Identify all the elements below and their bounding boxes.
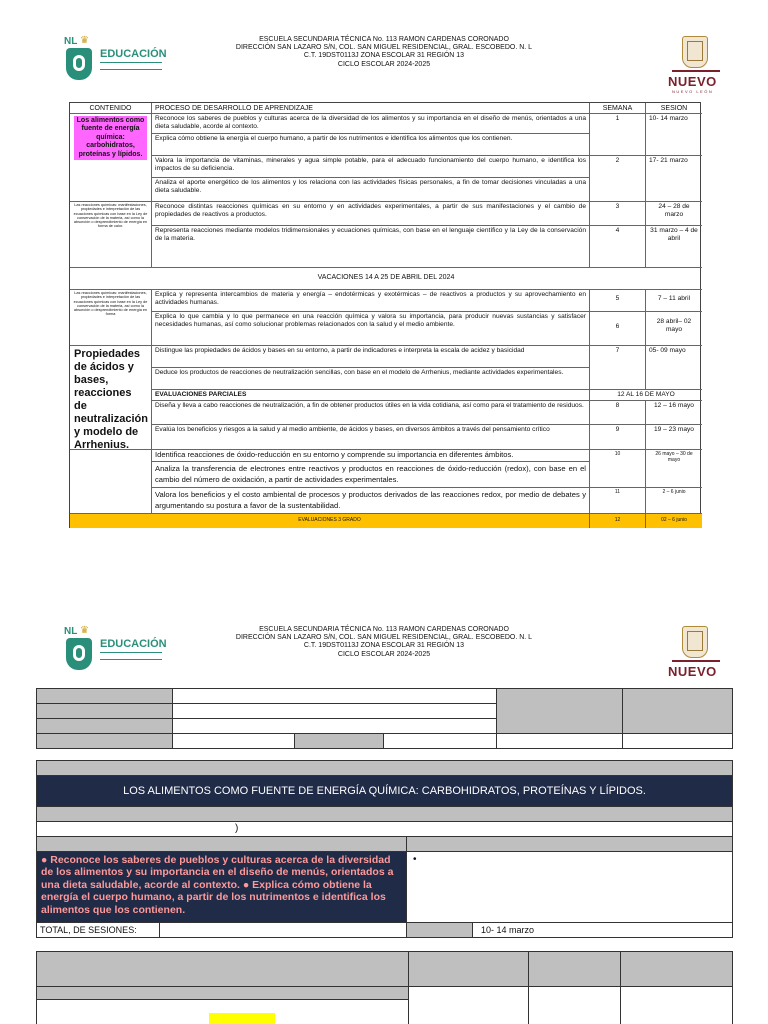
session-dates: 17- 21 marzo: [646, 156, 702, 202]
form-field[interactable]: [496, 733, 623, 749]
school-address: DIRECCIÓN SAN LAZARO S/N, COL. SAN MIGUEL RESIDENCIAL, GRAL. ESCOBEDO. N. L: [235, 44, 533, 52]
content-cell: Las reacciones químicas: manifestaciones, propiedades e interpretación de las ecuaciones químicas con base en la Ley de conservación de la materia, así como la absorción o desprendimiento de energía en forma: [70, 290, 152, 346]
logo-nl-text: NL: [64, 36, 78, 47]
session-dates: 28 abril– 02 mayo: [646, 312, 702, 346]
form-label-cell: [36, 733, 173, 749]
form-label-cell: [622, 688, 733, 734]
logo-nl-text: NL: [64, 626, 78, 637]
nuevo-word: NUEVO: [668, 664, 717, 679]
pda-item: Distingue las propiedades de ácidos y bases en su entorno, a partir de indicadores e interpreta la escala de acidez y basicidad: [152, 346, 590, 368]
content-cell: Propiedades de ácidos y bases, reacciones de neutralización y modelo de Arrhenius.: [70, 346, 152, 450]
section-header: [528, 951, 621, 987]
form-field[interactable]: [383, 733, 497, 749]
week-number: 12: [590, 514, 646, 528]
form-label-cell: [294, 733, 384, 749]
pda-item: Diseña y lleva a cabo reacciones de neutralización, a fin de obtener productos útiles en la vida cotidiana, así como para el tratamiento de residuos.: [152, 401, 590, 425]
col-header-sesion: SESION: [646, 103, 702, 114]
seal-icon: [682, 36, 708, 68]
session-dates: 10- 14 marzo: [646, 114, 702, 156]
session-dates: 7 – 11 abril: [646, 290, 702, 312]
session-dates: 2 – 6 junio: [646, 488, 702, 514]
divider: [672, 70, 720, 72]
pda-item: Deduce los productos de reacciones de neutralización sencillas, con base en el modelo de Arrhenius, mediante actividades experimentales.: [152, 368, 590, 390]
section-header: [36, 951, 409, 987]
school-cycle: CICLO ESCOLAR 2024-2025: [337, 650, 431, 658]
week-number: 1: [590, 114, 646, 156]
session-dates: 19 – 23 mayo: [646, 425, 702, 450]
week-number: 10: [590, 450, 646, 488]
nuevo-word: NUEVO: [668, 74, 717, 89]
bullet: •: [413, 854, 417, 865]
eval-grado-row: EVALUACIONES 3 GRADO: [70, 514, 590, 528]
form-field[interactable]: [36, 999, 409, 1024]
col-header-contenido: CONTENIDO: [70, 103, 152, 114]
form-label-cell: [406, 922, 473, 938]
pda-item: Explica lo que cambia y lo que permanece en una reacción química y valora su importancia, para producir nuevas sustancias y satisfacer necesidades humanas, así como solucionar problemas relacionados con la salud y el medio ambiente.: [152, 312, 590, 346]
logo-title: EDUCACIÓN: [100, 48, 167, 60]
pda-item: Identifica reacciones de óxido-reducción en su entorno y comprende su importancia en diferentes ámbitos.: [152, 450, 590, 462]
week-number: 7: [590, 346, 646, 390]
logo-subtitle-lines: [100, 62, 162, 70]
highlight-marker: [209, 1013, 275, 1024]
form-field[interactable]: [172, 703, 497, 719]
section-header: [36, 760, 733, 776]
section-header: [36, 806, 733, 822]
col-header-semana: SEMANA: [590, 103, 646, 114]
week-number: 6: [590, 312, 646, 346]
shield-icon: [66, 638, 92, 670]
logo-title: EDUCACIÓN: [100, 638, 167, 650]
paren-text: ): [235, 823, 239, 834]
educacion-logo: [64, 35, 167, 86]
form-field[interactable]: [528, 986, 621, 1024]
week-number: 11: [590, 488, 646, 514]
week-number: 8: [590, 401, 646, 425]
total-sessions-label: TOTAL, DE SESIONES:: [36, 922, 160, 938]
col-header-proceso: PROCESO DE DESARROLLO DE APRENDIZAJE: [152, 103, 590, 114]
session-dates: 26 mayo – 30 de mayo: [646, 450, 702, 488]
form-field[interactable]: [172, 733, 295, 749]
form-field[interactable]: [408, 986, 529, 1024]
school-address: DIRECCIÓN SAN LAZARO S/N, COL. SAN MIGUEL RESIDENCIAL, GRAL. ESCOBEDO. N. L: [235, 634, 533, 642]
pda-item: Analiza la transferencia de electrones entre reactivos y productos en reacciones de óxido-reducción (redox), con base en el cambio del número de oxidación, a partir de actividades experimentales.: [152, 462, 590, 488]
logo-subtitle-lines: [100, 652, 162, 660]
pda-item: Explica y representa intercambios de materia y energía – endotérmicas y exotérmicas – de reactivos a productos y su aprovechamiento en actividades humanas.: [152, 290, 590, 312]
week-number: 9: [590, 425, 646, 450]
nuevo-leon-logo: [668, 36, 724, 98]
vacation-row: VACACIONES 14 A 25 DE ABRIL DEL 2024: [70, 268, 702, 290]
seal-icon: [682, 626, 708, 658]
school-ct: C.T. 19DST0113J ZONA ESCOLAR 31 REGIÓN 13: [303, 642, 465, 650]
form-field[interactable]: [620, 986, 733, 1024]
school-name: ESCUELA SECUNDARIA TÉCNICA No. 113 RAMON CARDENAS CORONADO: [259, 36, 509, 43]
pda-item: Evalúa los beneficios y riesgos a la salud y al medio ambiente, de ácidos y bases, en diversos ámbitos a través del pensamiento crítico: [152, 425, 590, 450]
school-info: [200, 36, 568, 69]
total-sessions-field[interactable]: [159, 922, 407, 938]
section-header: [406, 836, 733, 852]
pda-item: Explica cómo obtiene la energía el cuerpo humano, a partir de los nutrimentos e identifica los alimentos que los contienen.: [152, 134, 590, 156]
crown-icon: ♛: [80, 35, 89, 46]
content-cell: [70, 114, 152, 202]
session-dates: 24 – 28 de marzo: [646, 202, 702, 226]
nuevo-sub: NUEVO LEÓN: [672, 89, 714, 94]
planning-table: [69, 102, 701, 528]
form-field[interactable]: [406, 851, 733, 923]
form-label-cell: [36, 688, 173, 704]
nuevo-leon-logo: [668, 626, 724, 688]
school-cycle: CICLO ESCOLAR 2024-2025: [337, 60, 431, 68]
section-header: [36, 836, 407, 852]
form-label-cell: [496, 688, 623, 734]
form-field[interactable]: [172, 718, 497, 734]
week-number: 5: [590, 290, 646, 312]
pda-item: Analiza el aporte energético de los alimentos y los relaciona con las actividades físicas personales, a fin de tomar decisiones vinculadas a una dieta saludable.: [152, 178, 590, 202]
shield-icon: [66, 48, 92, 80]
section-header: [620, 951, 733, 987]
form-label-cell: [36, 703, 173, 719]
eval-parciales-label: EVALUACIONES PARCIALES: [152, 390, 590, 401]
pda-item: Reconoce distintas reacciones químicas en su entorno y en actividades experimentales, a partir de sus manifestaciones y el cambio de propiedades de reactivos a productos.: [152, 202, 590, 226]
topic-banner: [36, 775, 733, 807]
content-label: Los alimentos como fuente de energía química: carbohidratos, proteínas y lípidos.: [74, 116, 147, 160]
form-field[interactable]: [622, 733, 733, 749]
pda-item: Reconoce los saberes de pueblos y culturas acerca de la diversidad de los alimentos y su importancia en el diseño de menús, orientados a una dieta saludable, acorde al contexto.: [152, 114, 590, 134]
eval-parciales-date: 12 AL 16 DE MAYO: [590, 390, 702, 401]
pda-summary: ● Reconoce los saberes de pueblos y culturas acerca de la diversidad de los alimentos y su importancia en el diseño de menús, orientados a una dieta saludable, acorde al contexto. ● Explica cómo obtiene la energía el cuerpo humano, a partir de los nutrimentos e identifica los alimentos que los contienen.: [36, 851, 407, 923]
pda-item: Valora los beneficios y el costo ambiental de procesos y productos derivados de las reacciones redox, por medio de debates y argumentando su postura a favor de la sustentabilidad.: [152, 488, 590, 514]
form-label-cell: [36, 718, 173, 734]
content-cell: Las reacciones químicas: manifestaciones, propiedades e interpretación de las ecuaciones químicas con base en la Ley de conservación de la materia, así como la absorción o desprendimiento de energía en forma de calor.: [70, 202, 152, 268]
date-field[interactable]: 10- 14 marzo: [472, 922, 733, 938]
school-ct: C.T. 19DST0113J ZONA ESCOLAR 31 REGIÓN 13: [303, 52, 465, 60]
topic-title: LOS ALIMENTOS COMO FUENTE DE ENERGÍA QUÍMICA: CARBOHIDRATOS, PROTEÍNAS Y LÍPIDOS.: [123, 785, 646, 797]
content-cell-empty: [70, 450, 152, 514]
session-dates: 02 – 6 junio: [646, 514, 702, 528]
page-header: [0, 620, 768, 690]
form-field[interactable]: [172, 688, 497, 704]
school-name: ESCUELA SECUNDARIA TÉCNICA No. 113 RAMON CARDENAS CORONADO: [259, 626, 509, 633]
session-dates: 31 marzo – 4 de abril: [646, 226, 702, 268]
crown-icon: ♛: [80, 625, 89, 636]
week-number: 2: [590, 156, 646, 202]
session-dates: 12 – 16 mayo: [646, 401, 702, 425]
page-header: [0, 30, 768, 100]
pda-item: Valora la importancia de vitaminas, minerales y agua simple potable, para el adecuado funcionamiento del cuerpo humano, e identifica los impactos de su deficiencia.: [152, 156, 590, 178]
educacion-logo: [64, 625, 167, 676]
divider: [672, 660, 720, 662]
section-header: [36, 986, 409, 1000]
week-number: 3: [590, 202, 646, 226]
session-dates: 05- 09 mayo: [646, 346, 702, 390]
form-field[interactable]: [36, 821, 733, 837]
week-number: 4: [590, 226, 646, 268]
section-header: [408, 951, 529, 987]
pda-item: Representa reacciones mediante modelos tridimensionales y ecuaciones químicas, con base en el lenguaje científico y la Ley de la conservación de la materia.: [152, 226, 590, 268]
school-info: [200, 626, 568, 659]
